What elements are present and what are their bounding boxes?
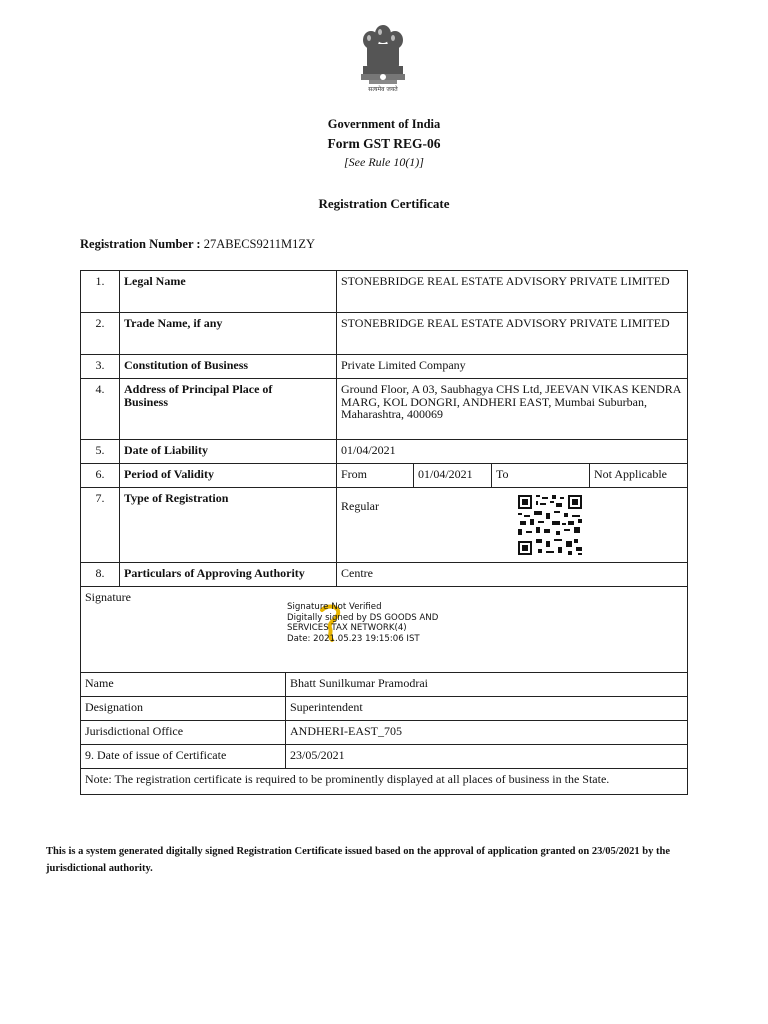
signature-signer-org: SERVICES TAX NETWORK(4) bbox=[287, 623, 407, 633]
designation-value: Superintendent bbox=[285, 696, 688, 721]
row-label-trade-name: Trade Name, if any bbox=[119, 312, 337, 355]
row-value-address: Ground Floor, A 03, Saubhagya CHS Ltd, JEEVAN VIKAS KENDRA MARG, KOL DONGRI, ANDHERI EAST, Mumbai Suburban, Maharashtra, 400069 bbox=[336, 378, 688, 440]
row-value-date-of-liability: 01/04/2021 bbox=[336, 439, 688, 464]
row-number: 5. bbox=[80, 439, 120, 464]
registration-number bbox=[80, 237, 315, 252]
validity-to-label: To bbox=[491, 463, 590, 488]
qr-code-icon bbox=[516, 493, 584, 557]
row-label-address: Address of Principal Place of Business bbox=[119, 378, 337, 440]
row-value-trade-name: STONEBRIDGE REAL ESTATE ADVISORY PRIVATE LIMITED bbox=[336, 312, 688, 355]
jurisdictional-office-label: Jurisdictional Office bbox=[80, 720, 286, 745]
digital-signature bbox=[287, 602, 438, 644]
government-heading: Government of India bbox=[327, 117, 441, 131]
row-number: 6. bbox=[80, 463, 120, 488]
row-number: 8. bbox=[80, 562, 120, 587]
form-title: Form GST REG-06 bbox=[327, 136, 441, 151]
note: Note: The registration certificate is required to be prominently displayed at all places of business in the State. bbox=[80, 768, 688, 795]
issue-date-value: 23/05/2021 bbox=[285, 744, 688, 769]
rule-reference: [See Rule 10(1)] bbox=[344, 155, 424, 169]
row-number: 1. bbox=[80, 270, 120, 313]
row-value-constitution: Private Limited Company bbox=[336, 354, 688, 379]
designation-label: Designation bbox=[80, 696, 286, 721]
row-label-approving-authority: Particulars of Approving Authority bbox=[119, 562, 337, 587]
jurisdictional-office-value: ANDHERI-EAST_705 bbox=[285, 720, 688, 745]
issue-date-label: 9. Date of issue of Certificate bbox=[80, 744, 286, 769]
signature-signer: Digitally signed by DS GOODS AND bbox=[287, 612, 439, 623]
officer-name-label: Name bbox=[80, 672, 286, 697]
registration-number-value: 27ABECS9211M1ZY bbox=[203, 237, 316, 251]
row-label-period-of-validity: Period of Validity bbox=[119, 463, 337, 488]
footer-disclaimer: This is a system generated digitally signed Registration Certificate issued based on the approval of application granted on 23/05/2021 by the jurisdictional authority. bbox=[46, 846, 670, 874]
validity-to-value: Not Applicable bbox=[589, 463, 688, 488]
row-label-date-of-liability: Date of Liability bbox=[119, 439, 337, 464]
row-value-approving-authority: Centre bbox=[336, 562, 688, 587]
validity-from-value: 01/04/2021 bbox=[413, 463, 492, 488]
row-number: 7. bbox=[80, 487, 120, 563]
signature-label: Signature bbox=[80, 586, 688, 673]
row-label-type-of-registration: Type of Registration bbox=[119, 487, 337, 563]
signature-date: Date: 2021.05.23 19:15:06 IST bbox=[287, 633, 420, 644]
row-value-type-of-registration: Regular bbox=[336, 487, 688, 563]
officer-name-value: Bhatt Sunilkumar Pramodrai bbox=[285, 672, 688, 697]
row-number: 2. bbox=[80, 312, 120, 355]
certificate-title: Registration Certificate bbox=[318, 196, 450, 211]
row-number: 4. bbox=[80, 378, 120, 440]
row-value-legal-name: STONEBRIDGE REAL ESTATE ADVISORY PRIVATE LIMITED bbox=[336, 270, 688, 313]
registration-number-label: Registration Number : bbox=[80, 237, 201, 251]
validity-from-label: From bbox=[336, 463, 414, 488]
row-number: 3. bbox=[80, 354, 120, 379]
row-label-constitution: Constitution of Business bbox=[119, 354, 337, 379]
signature-status: Signature Not Verified bbox=[287, 602, 382, 612]
row-label-legal-name: Legal Name bbox=[119, 270, 337, 313]
emblem-motto: सत्यमेव जयते bbox=[368, 86, 398, 93]
